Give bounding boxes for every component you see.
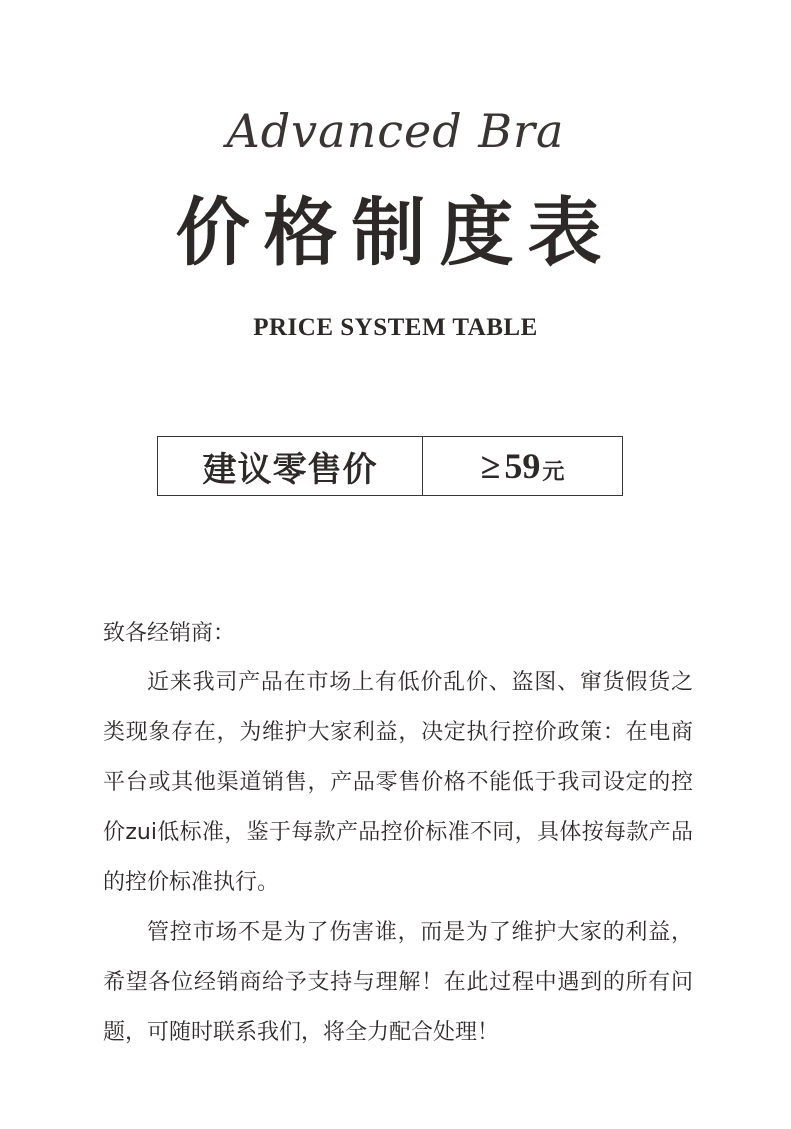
price-value: [423, 437, 622, 495]
dealer-notice: [103, 614, 693, 1058]
price-symbol: ≥: [480, 446, 501, 486]
page-title: 价格制度表: [175, 190, 616, 276]
price-amount: 59: [504, 446, 541, 486]
brand-logo-text: Advanced Bra: [226, 104, 565, 158]
price-label: 建议零售价: [158, 437, 423, 495]
notice-paragraph-1: 近来我司产品在市场上有低价乱价、盗图、窜货假货之类现象存在，为维护大家利益，决定执行控价政策：在电商平台或其他渠道销售，产品零售价格不能低于我司设定的控价zui低标准，鉴于每款产品控价标准不同，具体按每款产品的控价标准执行。: [103, 670, 693, 895]
price-unit: 元: [542, 458, 565, 484]
price-table: [157, 436, 623, 496]
page-subtitle: PRICE SYSTEM TABLE: [253, 314, 538, 341]
notice-paragraph-2: 管控市场不是为了伤害谁，而是为了维护大家的利益，希望各位经销商给予支持与理解！在此过程中遇到的所有问题，可随时联系我们，将全力配合处理！: [103, 920, 693, 1045]
notice-salutation: 致各经销商：: [103, 621, 236, 646]
